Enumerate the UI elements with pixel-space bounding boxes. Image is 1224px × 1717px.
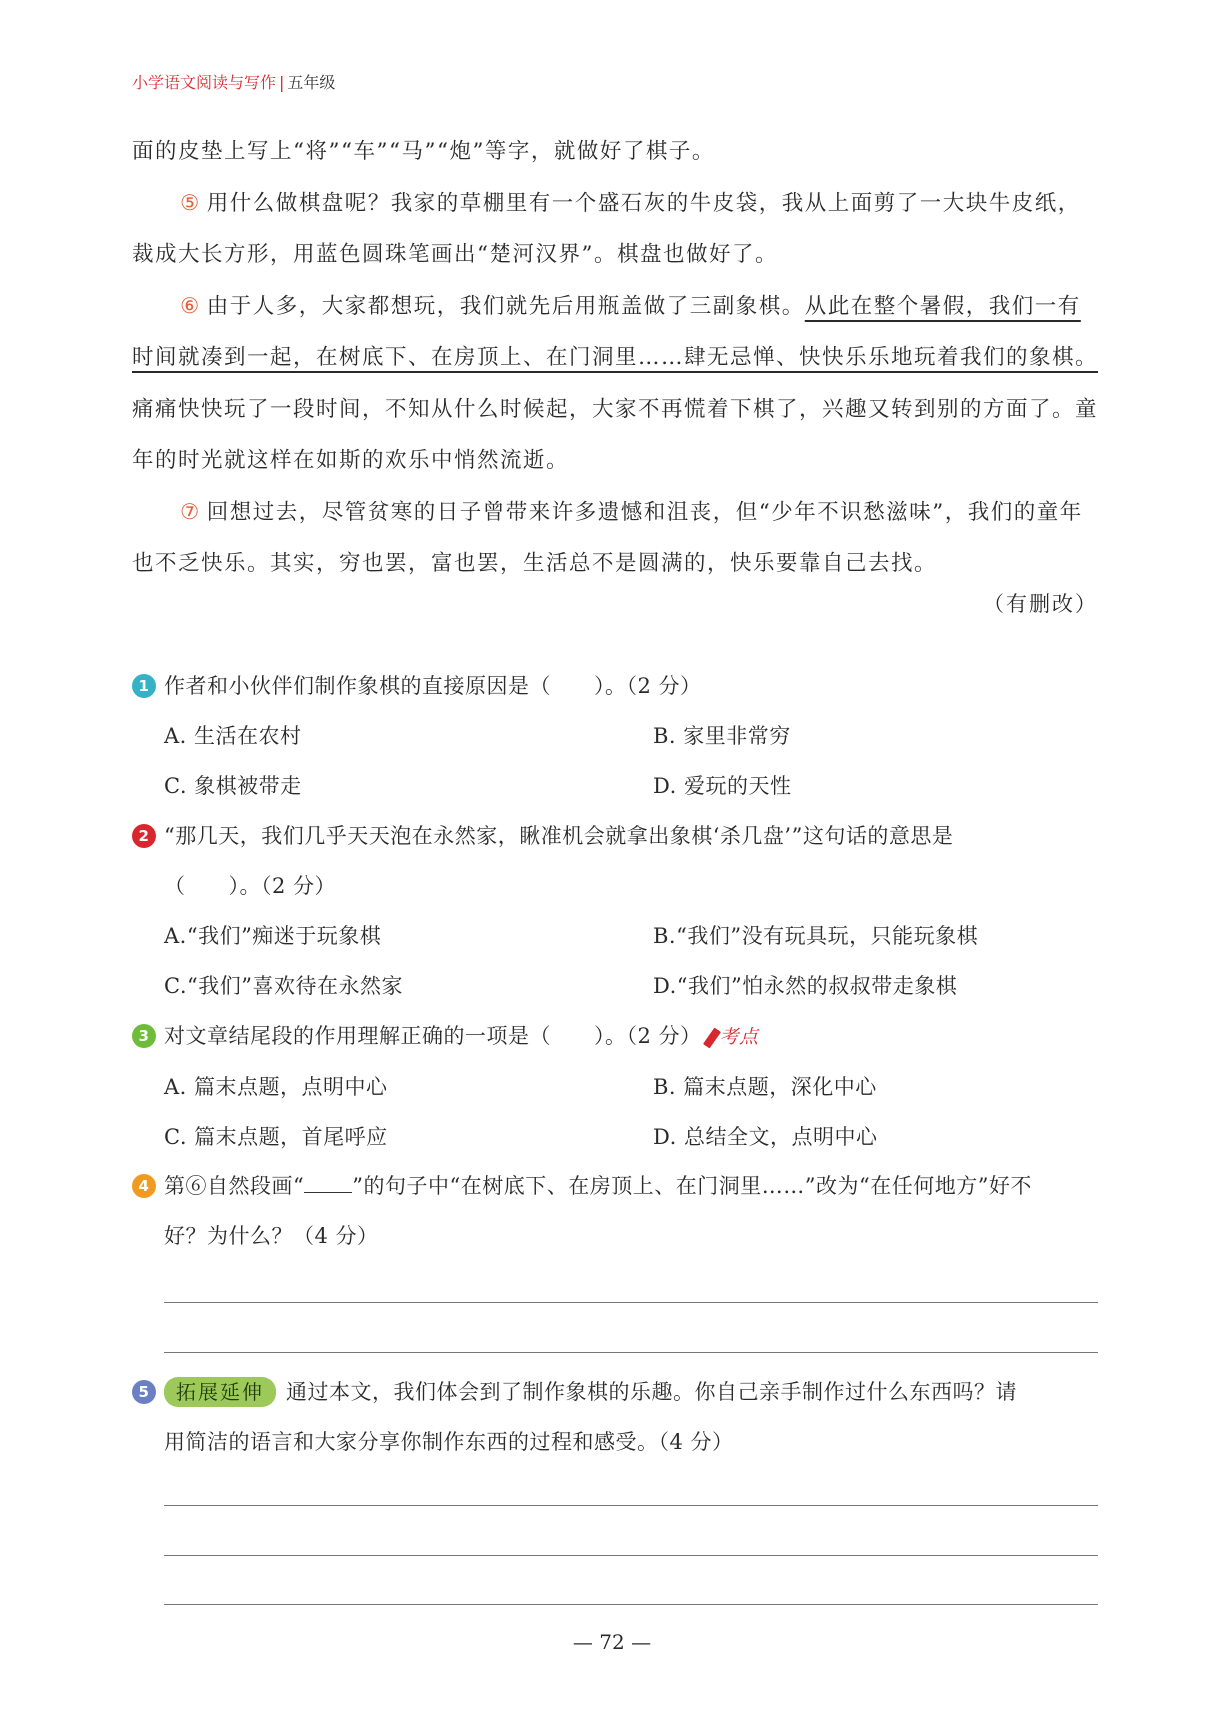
question-2 <box>132 811 1098 1011</box>
question-1 <box>132 661 1098 811</box>
question-stem-continued: 好？为什么？（4 分） <box>164 1224 379 1248</box>
page-number: — 72 — <box>572 1630 652 1654</box>
header-divider: | <box>279 73 285 92</box>
reading-passage <box>132 126 1098 590</box>
paragraph-text: 回想过去，尽管贫寒的日子曾带来许多遗憾和沮丧，但“少年不识愁滋味”，我们的童年也不乏快乐。其实，穷也罢，富也罢，生活总不是圆满的，快乐要靠自己去找。 <box>132 499 1083 576</box>
question-stem: 通过本文，我们体会到了制作象棋的乐趣。你自己亲手制作过什么东西吗？请 <box>286 1380 1017 1404</box>
question-stem: 作者和小伙伴们制作象棋的直接原因是（ ）。（2 分） <box>164 674 702 698</box>
option-c[interactable]: C.“我们”喜欢待在永然家 <box>164 974 403 998</box>
question-number-badge: 5 <box>132 1380 156 1404</box>
key-point-tag: 考点 <box>719 1026 759 1048</box>
answer-line[interactable] <box>164 1604 1098 1605</box>
question-stem: 第⑥自然段画“ <box>164 1174 305 1198</box>
options <box>132 711 1098 811</box>
question-stem: “那几天，我们几乎天天泡在永然家，瞅准机会就拿出象棋‘杀几盘’”这句话的意思是 <box>164 824 954 848</box>
question-stem-continued: （ ）。（2 分） <box>164 874 337 898</box>
question-3 <box>132 1011 1098 1162</box>
answer-line[interactable] <box>164 1505 1098 1506</box>
paragraph-text: 由于人多，大家都想玩，我们就先后用瓶盖做了三副象棋。 <box>206 293 805 319</box>
question-5 <box>132 1367 1098 1467</box>
book-title: 小学语文阅读与写作 <box>132 73 277 92</box>
option-d[interactable]: D.“我们”怕永然的叔叔带走象棋 <box>653 974 958 998</box>
paragraph-number: ⑦ <box>180 499 201 525</box>
underline-sample <box>304 1174 352 1193</box>
extension-tag: 拓展延伸 <box>164 1377 276 1407</box>
option-b[interactable]: B. 家里非常穷 <box>653 724 791 748</box>
question-number-badge: 1 <box>132 674 156 698</box>
question-stem: 对文章结尾段的作用理解正确的一项是（ ）。（2 分） <box>164 1024 702 1048</box>
answer-line[interactable] <box>164 1302 1098 1303</box>
options <box>132 911 1098 1011</box>
paragraph-text: 痛痛快快玩了一段时间，不知从什么时候起，大家不再慌着下棋了，兴趣又转到别的方面了。童年的时光就这样在如斯的欢乐中悄然流逝。 <box>132 396 1099 473</box>
paragraph-6 <box>132 281 1098 487</box>
edited-note: （有删改） <box>983 592 1098 616</box>
paragraph-7 <box>132 487 1098 590</box>
grade-label: 五年级 <box>287 73 336 92</box>
question-4 <box>132 1161 1098 1261</box>
option-a[interactable]: A. 生活在农村 <box>164 724 302 748</box>
option-a[interactable]: A.“我们”痴迷于玩象棋 <box>164 924 382 948</box>
option-c[interactable]: C. 象棋被带走 <box>164 774 302 798</box>
paragraph-text: 用什么做棋盘呢？我家的草棚里有一个盛石灰的牛皮袋，我从上面剪了一大块牛皮纸，裁成大长方形，用蓝色圆珠笔画出“楚河汉界”。棋盘也做好了。 <box>132 190 1081 267</box>
option-c[interactable]: C. 篇末点题，首尾呼应 <box>164 1125 388 1149</box>
question-number-badge: 3 <box>132 1024 156 1048</box>
question-number-badge: 4 <box>132 1174 156 1198</box>
question-number-badge: 2 <box>132 824 156 848</box>
option-b[interactable]: B.“我们”没有玩具玩，只能玩象棋 <box>653 924 979 948</box>
underlined-sentence: 从此在整个暑假，我们一有时间就凑到一起，在树底下、在房顶上、在门洞里……肆无忌惮、快快乐乐地玩着我们的象棋。 <box>132 293 1099 370</box>
option-b[interactable]: B. 篇末点题，深化中心 <box>653 1075 877 1099</box>
option-a[interactable]: A. 篇末点题，点明中心 <box>164 1075 388 1099</box>
option-d[interactable]: D. 爱玩的天性 <box>653 774 792 798</box>
options <box>132 1062 1098 1162</box>
answer-line[interactable] <box>164 1352 1098 1353</box>
paragraph-number: ⑥ <box>180 293 201 319</box>
option-d[interactable]: D. 总结全文，点明中心 <box>653 1125 878 1149</box>
question-stem: ”的句子中“在树底下、在房顶上、在门洞里……”改为“在任何地方”好不 <box>352 1174 1032 1198</box>
paragraph-5 <box>132 178 1098 281</box>
paragraph-continued: 面的皮垫上写上“将”“车”“马”“炮”等字，就做好了棋子。 <box>132 139 715 164</box>
paragraph-number: ⑤ <box>180 190 201 216</box>
page-header <box>132 70 335 93</box>
answer-line[interactable] <box>164 1555 1098 1556</box>
pencil-icon <box>703 1027 721 1048</box>
question-stem-continued: 用简洁的语言和大家分享你制作东西的过程和感受。（4 分） <box>164 1430 734 1454</box>
